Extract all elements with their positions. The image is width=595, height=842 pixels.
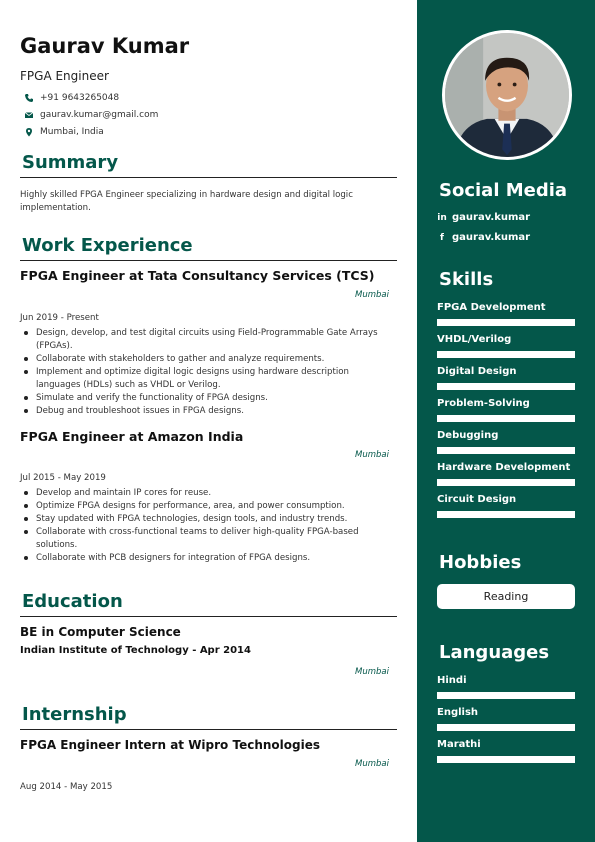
- list-item: Implement and optimize digital logic designs using hardware description languages (HDLs) such as VHDL or Verilog.: [36, 366, 396, 392]
- work-divider: [20, 260, 397, 261]
- profile-photo: [442, 30, 572, 160]
- skill-bar: [437, 383, 575, 390]
- skill-label: Digital Design: [437, 366, 517, 377]
- hobbies-heading: Hobbies: [439, 552, 522, 573]
- internship-dates: Aug 2014 - May 2015: [20, 782, 113, 792]
- social-facebook[interactable]: [437, 232, 530, 243]
- summary-heading: Summary: [22, 152, 119, 173]
- list-item: Collaborate with stakeholders to gather and analyze requirements.: [36, 353, 396, 366]
- skill-bar: [437, 415, 575, 422]
- linkedin-handle: gaurav.kumar: [452, 212, 531, 223]
- job-2-dates: Jul 2015 - May 2019: [20, 473, 106, 483]
- internship-title: FPGA Engineer Intern at Wipro Technologies: [20, 738, 320, 752]
- language-bar: [437, 756, 575, 763]
- skill-label: Hardware Development: [437, 462, 571, 473]
- language-label: Hindi: [437, 675, 467, 686]
- work-heading: Work Experience: [22, 235, 193, 256]
- contact-location: [24, 127, 104, 137]
- skill-bar: [437, 447, 575, 454]
- phone-text: +91 9643265048: [40, 93, 120, 103]
- education-divider: [20, 616, 397, 617]
- location-text: Mumbai, India: [40, 127, 104, 137]
- language-bar: [437, 724, 575, 731]
- skill-bar: [437, 511, 575, 518]
- language-label: English: [437, 707, 479, 718]
- education-school: Indian Institute of Technology - Apr 2014: [20, 645, 251, 656]
- list-item: Collaborate with PCB designers for integration of FPGA designs.: [36, 552, 396, 565]
- contact-phone: [24, 93, 119, 103]
- summary-text: Highly skilled FPGA Engineer specializing in hardware design and digital logic implementation.: [20, 190, 353, 213]
- email-text: gaurav.kumar@gmail.com: [40, 110, 159, 120]
- contact-email: [24, 110, 158, 120]
- skill-label: Problem-Solving: [437, 398, 530, 409]
- list-item: Debug and troubleshoot issues in FPGA designs.: [36, 405, 396, 418]
- social-heading: Social Media: [439, 180, 568, 201]
- skill-bar: [437, 351, 575, 358]
- skill-label: FPGA Development: [437, 302, 546, 313]
- skill-label: VHDL/Verilog: [437, 334, 512, 345]
- job-2-title: FPGA Engineer at Amazon India: [20, 429, 244, 444]
- phone-icon: [24, 93, 34, 103]
- skill-label: Circuit Design: [437, 494, 517, 505]
- list-item: Collaborate with cross-functional teams to deliver high-quality FPGA-based solutions.: [36, 526, 396, 552]
- list-item: Optimize FPGA designs for performance, area, and power consumption.: [36, 500, 396, 513]
- hobby-pill: Reading: [437, 584, 575, 609]
- skill-bar: [437, 479, 575, 486]
- facebook-handle: gaurav.kumar: [452, 232, 531, 243]
- social-linkedin[interactable]: [437, 212, 530, 223]
- languages-heading: Languages: [439, 642, 550, 663]
- job-1-location: Mumbai: [355, 290, 389, 300]
- job-2-location: Mumbai: [355, 450, 389, 460]
- education-heading: Education: [22, 591, 123, 612]
- list-item: Simulate and verify the functionality of FPGA designs.: [36, 392, 396, 405]
- internship-heading: Internship: [22, 704, 127, 725]
- job-title-header: FPGA Engineer: [20, 69, 109, 83]
- language-bar: [437, 692, 575, 699]
- education-location: Mumbai: [355, 667, 389, 677]
- skill-label: Debugging: [437, 430, 499, 441]
- job-1-title: FPGA Engineer at Tata Consultancy Services (TCS): [20, 268, 375, 283]
- summary-divider: [20, 177, 397, 178]
- email-icon: [24, 110, 34, 120]
- location-pin-icon: [24, 127, 34, 137]
- internship-divider: [20, 729, 397, 730]
- linkedin-icon: in: [437, 212, 447, 223]
- avatar-portrait-icon: [445, 33, 569, 157]
- job-1-bullets: [36, 327, 396, 418]
- job-2-bullets: [36, 487, 396, 565]
- language-label: Marathi: [437, 739, 481, 750]
- skill-bar: [437, 319, 575, 326]
- internship-location: Mumbai: [355, 759, 389, 769]
- education-degree: BE in Computer Science: [20, 625, 181, 639]
- list-item: Develop and maintain IP cores for reuse.: [36, 487, 396, 500]
- list-item: Design, develop, and test digital circuits using Field-Programmable Gate Arrays (FPGAs).: [36, 327, 396, 353]
- candidate-name: Gaurav Kumar: [20, 34, 190, 58]
- job-1-dates: Jun 2019 - Present: [20, 313, 99, 323]
- facebook-icon: f: [440, 232, 444, 243]
- skills-heading: Skills: [439, 269, 494, 290]
- list-item: Stay updated with FPGA technologies, design tools, and industry trends.: [36, 513, 396, 526]
